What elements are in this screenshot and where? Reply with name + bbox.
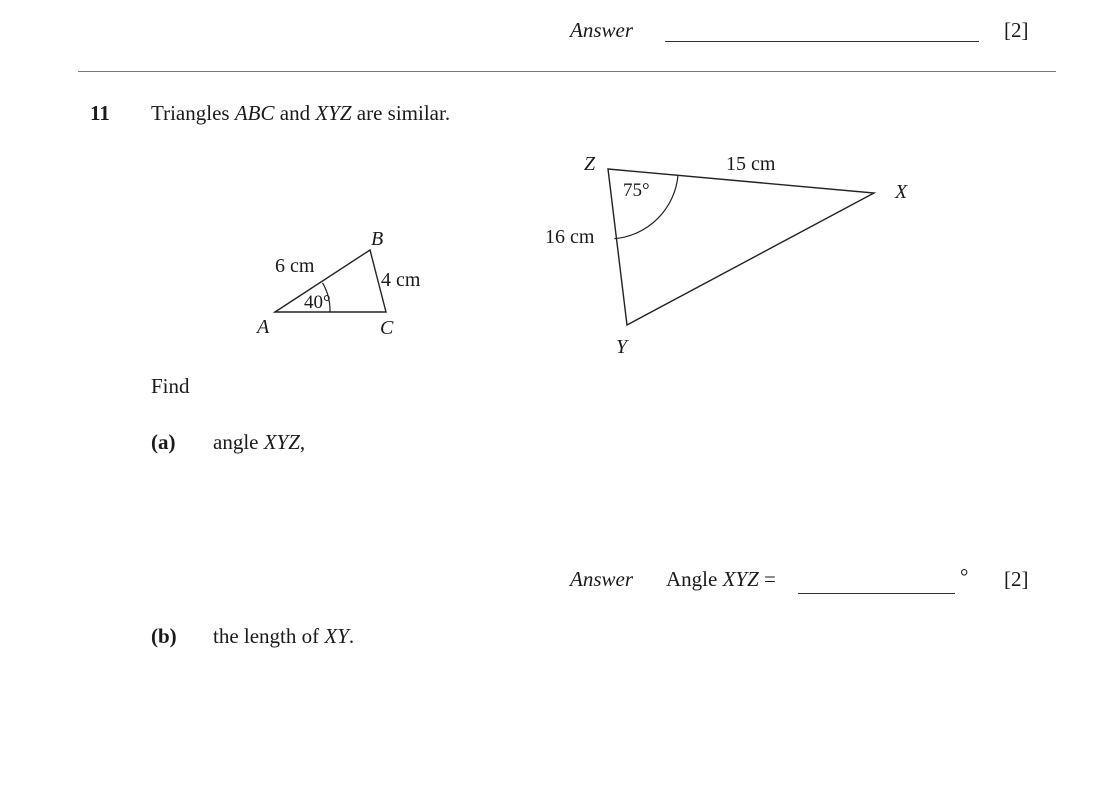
part-a-answer-eq: = — [758, 567, 776, 591]
side-ab-label: 6 cm — [275, 255, 315, 277]
side-bc-label: 4 cm — [381, 269, 421, 291]
stem-triangle-xyz: XYZ — [315, 101, 352, 125]
angle-a-label: 40° — [304, 292, 331, 313]
part-a-var: XYZ — [263, 430, 300, 454]
stem-triangle-abc: ABC — [234, 101, 275, 125]
triangle-xyz — [545, 153, 908, 358]
vertex-z-label: Z — [584, 153, 596, 175]
part-a-suffix: , — [299, 430, 306, 454]
part-a-answer-prefix: Angle — [666, 567, 723, 591]
angle-z-label: 75° — [623, 180, 650, 201]
part-a-answer-line[interactable] — [798, 593, 955, 594]
triangle-abc — [255, 228, 421, 339]
vertex-y-label: Y — [616, 336, 628, 358]
part-a-answer-text — [666, 567, 776, 592]
part-b-text — [213, 624, 354, 649]
part-b-suffix: . — [348, 624, 355, 648]
degree-symbol: ° — [960, 564, 969, 588]
vertex-a-label: A — [257, 316, 270, 338]
side-zy-label: 16 cm — [545, 226, 595, 248]
stem-suffix: are similar. — [351, 101, 451, 125]
part-a-prefix: angle — [213, 430, 264, 454]
vertex-b-label: B — [371, 228, 384, 250]
part-b-label: (b) — [151, 624, 177, 648]
find-label: Find — [151, 374, 190, 398]
stem-prefix: Triangles — [151, 101, 235, 125]
part-a-answer-var: XYZ — [722, 567, 759, 591]
side-zx-label: 15 cm — [726, 153, 776, 175]
part-a-marks: [2] — [1004, 567, 1029, 591]
part-a-label: (a) — [151, 430, 176, 454]
stem-and: and — [274, 101, 316, 125]
question-number: 11 — [90, 101, 110, 125]
vertex-c-label: C — [380, 317, 394, 339]
part-a-text — [213, 430, 305, 455]
part-b-prefix: the length of — [213, 624, 325, 648]
top-answer-label: Answer — [570, 18, 633, 42]
part-a-answer-label: Answer — [570, 567, 633, 591]
vertex-x-label: X — [895, 181, 908, 203]
top-marks: [2] — [1004, 18, 1029, 42]
part-b-var: XY — [324, 624, 349, 648]
